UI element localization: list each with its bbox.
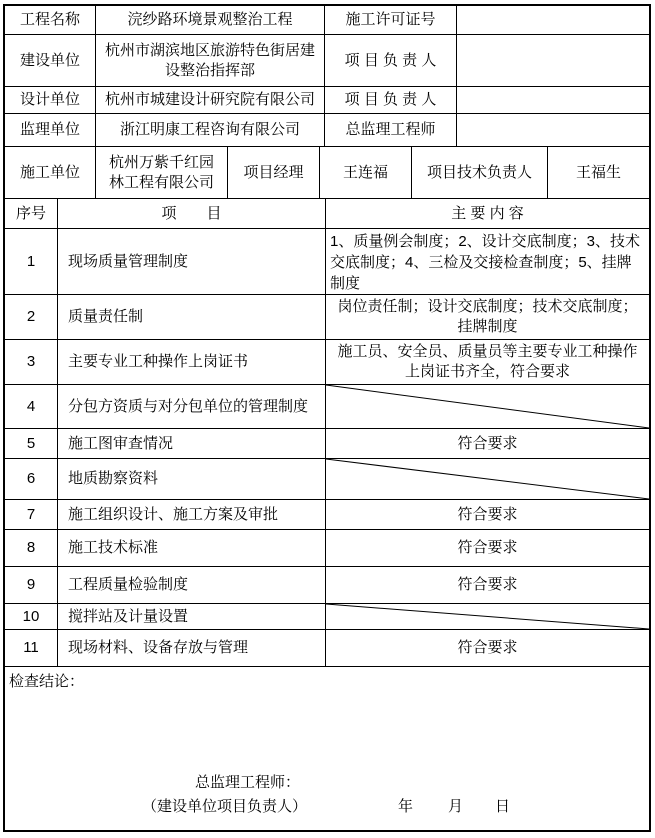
designer-value: 杭州市城建设计研究院有限公司 bbox=[96, 87, 325, 113]
row-no: 2 bbox=[5, 295, 58, 339]
table-row bbox=[5, 340, 649, 385]
row-item: 质量责任制 bbox=[58, 295, 326, 339]
designer-pm-label: 项 目 负 责 人 bbox=[325, 87, 457, 113]
row-item: 施工组织设计、施工方案及审批 bbox=[58, 500, 326, 529]
row-no: 9 bbox=[5, 567, 58, 603]
row-no: 4 bbox=[5, 385, 58, 428]
table-row bbox=[5, 630, 649, 667]
permit-no-label: 施工许可证号 bbox=[325, 6, 457, 34]
row-item: 现场材料、设备存放与管理 bbox=[58, 630, 326, 666]
chief-engineer-value bbox=[457, 114, 649, 146]
row-no: 5 bbox=[5, 429, 58, 458]
conclusion-label: 检查结论： bbox=[9, 673, 85, 690]
row-no: 11 bbox=[5, 630, 58, 666]
owner-pm-label: 项 目 负 责 人 bbox=[325, 35, 457, 86]
tech-lead-name: 王福生 bbox=[575, 163, 621, 181]
owner-representative-signature-label: （建设单位项目负责人） bbox=[142, 798, 308, 815]
diagonal-strike-line bbox=[326, 459, 649, 499]
row-item: 施工图审查情况 bbox=[58, 429, 326, 458]
owner-label: 建设单位 bbox=[5, 35, 96, 86]
project-name-label: 工程名称 bbox=[5, 6, 96, 34]
owner-value: 杭州市湖滨地区旅游特色街居建设整治指挥部 bbox=[96, 35, 325, 86]
row-item: 地质勘察资料 bbox=[58, 459, 326, 499]
project-manager-name: 王连福 bbox=[320, 147, 412, 198]
row-content-crossed bbox=[326, 604, 649, 629]
row-no: 7 bbox=[5, 500, 58, 529]
row-item: 现场质量管理制度 bbox=[58, 229, 326, 294]
contractor-company: 杭州万紫千红园林工程有限公司 bbox=[96, 147, 228, 198]
contractor-row bbox=[5, 147, 649, 199]
row-item: 分包方资质与对分包单位的管理制度 bbox=[58, 385, 326, 428]
checklist-header-row bbox=[5, 199, 649, 229]
row-content: 符合要求 bbox=[457, 434, 518, 452]
table-row bbox=[5, 567, 649, 604]
row-content: 符合要求 bbox=[457, 576, 518, 593]
chief-engineer-label: 总监理工程师 bbox=[325, 114, 457, 146]
row-content-crossed bbox=[326, 459, 649, 499]
inspection-form-table bbox=[3, 4, 651, 832]
row-content: 符合要求 bbox=[457, 539, 518, 556]
table-row bbox=[5, 530, 649, 567]
row-content: 1、质量例会制度；2、设计交底制度；3、技术交底制度；4、三检及交接检查制度；5、挂牌制度 bbox=[330, 233, 641, 292]
supervisor-row bbox=[5, 114, 649, 147]
tech-lead-label: 项目技术负责人 bbox=[412, 147, 548, 198]
permit-no-value bbox=[457, 6, 649, 34]
header-no: 序号 bbox=[5, 199, 58, 228]
table-row bbox=[5, 385, 649, 429]
row-item: 施工技术标准 bbox=[58, 530, 326, 566]
row-content: 符合要求 bbox=[457, 639, 518, 656]
date-month-label: 月 bbox=[448, 798, 464, 815]
row-content: 符合要求 bbox=[457, 505, 518, 523]
contractor-label: 施工单位 bbox=[5, 147, 96, 198]
row-no: 1 bbox=[5, 229, 58, 294]
table-row bbox=[5, 459, 649, 500]
row-content: 施工员、安全员、质量员等主要专业工种操作上岗证书齐全，符合要求 bbox=[337, 343, 638, 380]
supervisor-value: 浙江明康工程咨询有限公司 bbox=[96, 114, 325, 146]
project-name-row bbox=[5, 6, 649, 35]
row-no: 8 bbox=[5, 530, 58, 566]
row-no: 6 bbox=[5, 459, 58, 499]
diagonal-strike-line bbox=[326, 385, 649, 428]
owner-pm-value bbox=[457, 35, 649, 86]
row-item: 搅拌站及计量设置 bbox=[58, 604, 326, 629]
row-content-crossed bbox=[326, 385, 649, 428]
table-row bbox=[5, 429, 649, 459]
designer-row bbox=[5, 87, 649, 114]
table-row bbox=[5, 295, 649, 340]
owner-row bbox=[5, 35, 649, 87]
table-row bbox=[5, 500, 649, 530]
diagonal-strike-line bbox=[326, 604, 649, 629]
table-row bbox=[5, 229, 649, 295]
row-item: 主要专业工种操作上岗证书 bbox=[58, 340, 326, 384]
row-item: 工程质量检验制度 bbox=[58, 567, 326, 603]
row-no: 3 bbox=[5, 340, 58, 384]
date-day-label: 日 bbox=[495, 798, 511, 815]
supervisor-label: 监理单位 bbox=[5, 114, 96, 146]
row-no: 10 bbox=[5, 604, 58, 629]
designer-pm-value bbox=[457, 87, 649, 113]
conclusion-section bbox=[5, 667, 649, 830]
designer-label: 设计单位 bbox=[5, 87, 96, 113]
project-manager-label: 项目经理 bbox=[228, 147, 320, 198]
header-item: 项 目 bbox=[58, 199, 326, 228]
chief-engineer-signature-label: 总监理工程师： bbox=[195, 774, 301, 791]
date-year-label: 年 bbox=[398, 798, 414, 815]
table-row bbox=[5, 604, 649, 630]
row-content: 岗位责任制；设计交底制度；技术交底制度；挂牌制度 bbox=[337, 298, 638, 335]
project-name-value: 浣纱路环境景观整治工程 bbox=[96, 6, 325, 34]
header-content: 主 要 内 容 bbox=[451, 204, 524, 222]
